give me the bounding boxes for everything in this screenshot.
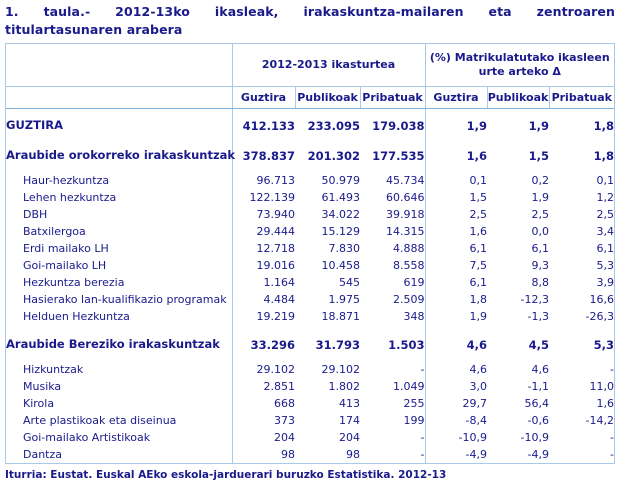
cell-abs-total: 2.851 [232,378,295,395]
cell-var-total: 3,0 [425,378,487,395]
row-label: Goi-mailako Artistikoak [23,431,151,444]
cell-var-public: 4,5 [528,337,549,352]
cell-abs-private: 60.646 [386,191,425,204]
table-row [6,308,614,325]
table-row [6,172,614,189]
table-row [6,446,614,463]
row-label: Kirola [23,397,55,410]
row-label-cell [6,395,232,412]
cell-var-public: 0,2 [531,174,549,187]
row-label: Haur-hezkuntza [23,174,110,187]
row-label-cell [6,291,232,308]
row-label-cell [6,412,232,429]
row-label: Erdi mailako LH [23,242,109,255]
row-label: Hizkuntzak [23,363,84,376]
cell-abs-public: 61.493 [321,191,360,204]
row-label: Araubide orokorreko irakaskuntzak [6,148,236,162]
row-label: Dantza [23,448,63,461]
row-label: Arte plastikoak eta diseinua [23,414,177,427]
cell-abs-public: 204 [339,431,360,444]
row-label-cell [6,240,232,257]
cell-var-private: 1,2 [596,191,615,204]
cell-var-private: 5,3 [596,259,615,272]
cell-var-private: - [610,363,615,376]
table-row [6,361,614,378]
table-row [6,189,614,206]
table-row [6,223,614,240]
cell-var-private: 1,8 [593,148,615,163]
cell-var-public: -4,9 [527,448,549,461]
table-row [6,412,614,429]
cell-abs-private: - [420,363,425,376]
row-label: Hezkuntza berezia [23,276,125,289]
cell-var-private: 6,1 [596,242,615,255]
row-label: Batxilergoa [23,225,86,238]
cell-var-total: 1,6 [425,145,487,166]
row-label-cell [6,223,232,240]
cell-abs-total: 29.102 [232,361,295,378]
cell-abs-total: 378.837 [232,145,295,166]
cell-abs-public: 7.830 [328,242,360,255]
group-header-blank [6,44,232,87]
cell-abs-total: 73.940 [232,206,295,223]
cell-var-private: 1,6 [596,397,615,410]
row-label: Helduen Hezkuntza [23,310,130,323]
row-label-cell [6,446,232,463]
cell-abs-public: 1.975 [328,293,360,306]
cell-abs-private: 2.509 [393,293,425,306]
row-label: Hasierako lan-kualifikazio programak [23,293,227,306]
sub-header-blank [6,87,232,109]
cell-var-total: 7,5 [425,257,487,274]
cell-var-private: 3,4 [596,225,615,238]
spacer-cell [295,325,360,334]
page-title-line-2: titulartasunaren arabera [5,22,183,37]
cell-abs-public: 34.022 [321,208,360,221]
cell-abs-total: 668 [232,395,295,412]
cell-abs-private: - [420,448,425,461]
cell-var-public: 1,9 [531,191,549,204]
spacer-cell [360,136,425,145]
table-row [6,334,614,355]
table-body [6,109,614,464]
row-label-cell [6,189,232,206]
cell-abs-public: 233.095 [307,118,360,133]
cell-abs-total: 33.296 [232,334,295,355]
row-label-cell [6,172,232,189]
cell-abs-public: 98 [346,448,360,461]
cell-var-total: 6,1 [425,240,487,257]
row-label: Lehen hezkuntza [23,191,117,204]
cell-abs-private: 177.535 [372,148,425,163]
row-label-cell [6,308,232,325]
sub-header-abs-total: Guztira [232,87,295,109]
cell-var-total: -10,9 [425,429,487,446]
cell-var-private: - [610,431,615,444]
cell-abs-public: 50.979 [321,174,360,187]
cell-abs-public: 29.102 [321,363,360,376]
cell-abs-public: 1.802 [328,380,360,393]
cell-var-public: 1,9 [528,118,549,133]
cell-var-total: 1,6 [425,223,487,240]
row-label-cell [6,115,232,136]
cell-var-private: 11,0 [589,380,615,393]
table-row [6,378,614,395]
cell-var-total: 1,9 [425,115,487,136]
cell-abs-total: 29.444 [232,223,295,240]
cell-abs-total: 96.713 [232,172,295,189]
cell-abs-public: 15.129 [321,225,360,238]
spacer-cell [487,325,549,334]
cell-abs-total: 373 [232,412,295,429]
table-head [6,44,614,109]
cell-abs-private: 179.038 [372,118,425,133]
table-group-header-row [6,44,614,87]
group-header-variation: (%) Matrikulatutako ikasleen urte arteko Δ [425,44,614,87]
cell-var-public: -10,9 [520,431,549,444]
cell-var-total: 1,5 [425,189,487,206]
cell-var-total: 4,6 [425,361,487,378]
cell-var-total: 29,7 [425,395,487,412]
row-label-cell [6,378,232,395]
cell-var-public: 1,5 [528,148,549,163]
cell-abs-public: 413 [339,397,360,410]
table-row [6,115,614,136]
cell-abs-public: 10.458 [321,259,360,272]
spacer-cell [6,136,232,145]
row-label: Goi-mailako LH [23,259,107,272]
spacer-cell [425,136,487,145]
table-row [6,206,614,223]
table-row [6,274,614,291]
cell-abs-public: 31.793 [315,337,360,352]
table-row-spacer [6,136,614,145]
cell-abs-private: 1.049 [393,380,425,393]
cell-abs-private: 14.315 [386,225,425,238]
cell-var-private: - [610,448,615,461]
row-label-cell [6,145,236,166]
cell-var-public: -1,1 [527,380,549,393]
cell-var-total: 2,5 [425,206,487,223]
cell-var-private: -14,2 [585,414,615,427]
table-row [6,429,614,446]
row-label-cell [6,334,232,355]
cell-var-total: 1,8 [425,291,487,308]
cell-abs-public: 18.871 [321,310,360,323]
sub-header-var-private: Pribatuak [549,87,614,109]
cell-abs-total: 4.484 [232,291,295,308]
statistics-table-container [5,43,615,464]
cell-var-total: 4,6 [425,334,487,355]
cell-var-total: 0,1 [425,172,487,189]
spacer-cell [232,136,295,145]
cell-abs-private: 199 [403,414,425,427]
cell-var-public: -1,3 [527,310,549,323]
spacer-cell [549,325,614,334]
spacer-cell [425,325,487,334]
cell-abs-total: 1.164 [232,274,295,291]
cell-abs-private: 4.888 [393,242,425,255]
cell-abs-private: 8.558 [393,259,425,272]
cell-abs-private: 348 [403,310,425,323]
cell-abs-private: 619 [403,276,425,289]
cell-var-public: 6,1 [531,242,549,255]
statistics-table [6,44,614,463]
cell-var-public: -0,6 [527,414,549,427]
cell-var-private: -26,3 [585,310,615,323]
row-label-cell [6,361,232,378]
page-title [0,0,619,39]
cell-var-total: -4,9 [425,446,487,463]
cell-var-private: 3,9 [596,276,615,289]
cell-var-total: -8,4 [425,412,487,429]
cell-abs-public: 201.302 [307,148,360,163]
cell-var-public: -12,3 [520,293,549,306]
cell-abs-private: 255 [403,397,425,410]
cell-abs-private: 1.503 [388,337,425,352]
cell-var-private: 2,5 [596,208,615,221]
row-label: DBH [23,208,48,221]
cell-var-total: 1,9 [425,308,487,325]
sub-header-var-public: Publikoak [487,87,549,109]
cell-var-total: 6,1 [425,274,487,291]
row-label-cell [6,206,232,223]
cell-var-private: 1,8 [593,118,615,133]
sub-header-abs-private: Pribatuak [360,87,425,109]
cell-abs-total: 98 [232,446,295,463]
cell-abs-total: 12.718 [232,240,295,257]
spacer-cell [487,136,549,145]
page-title-line-1: 1. taula.- 2012-13ko ikasleak, irakaskuntza-mailaren eta zentroaren [5,4,615,19]
cell-abs-private: - [420,431,425,444]
cell-abs-total: 412.133 [232,115,295,136]
cell-var-public: 0,0 [531,225,549,238]
cell-abs-total: 19.016 [232,257,295,274]
sub-header-abs-public: Publikoak [295,87,360,109]
table-row [6,145,614,166]
table-row [6,257,614,274]
spacer-cell [360,325,425,334]
cell-var-private: 16,6 [589,293,615,306]
cell-var-private: 5,3 [593,337,615,352]
cell-abs-total: 19.219 [232,308,295,325]
cell-var-public: 2,5 [531,208,549,221]
spacer-cell [232,325,295,334]
cell-abs-public: 545 [339,276,360,289]
row-label-cell [6,429,232,446]
table-sub-header-row [6,87,614,109]
group-header-absolute: 2012-2013 ikasturtea [232,44,425,87]
row-label-cell [6,274,232,291]
row-label: GUZTIRA [6,118,63,132]
cell-var-public: 9,3 [531,259,549,272]
cell-abs-public: 174 [339,414,360,427]
spacer-cell [549,136,614,145]
source-note: Iturria: Eustat. Euskal AEko eskola-jarduerari buruzko Estatistika. 2012-13 [5,469,447,481]
cell-var-public: 56,4 [524,397,549,410]
spacer-cell [6,325,232,334]
table-row-spacer [6,325,614,334]
row-label-cell [6,257,232,274]
cell-abs-total: 122.139 [232,189,295,206]
cell-var-public: 8,8 [531,276,549,289]
cell-abs-private: 45.734 [386,174,425,187]
sub-header-var-total: Guztira [425,87,487,109]
row-label: Araubide Bereziko irakaskuntzak [6,337,220,351]
cell-var-private: 0,1 [596,174,615,187]
cell-var-public: 4,6 [531,363,549,376]
row-label: Musika [23,380,62,393]
cell-abs-private: 39.918 [386,208,425,221]
table-row [6,291,614,308]
spacer-cell [295,136,360,145]
table-row [6,240,614,257]
cell-abs-total: 204 [232,429,295,446]
table-row [6,395,614,412]
